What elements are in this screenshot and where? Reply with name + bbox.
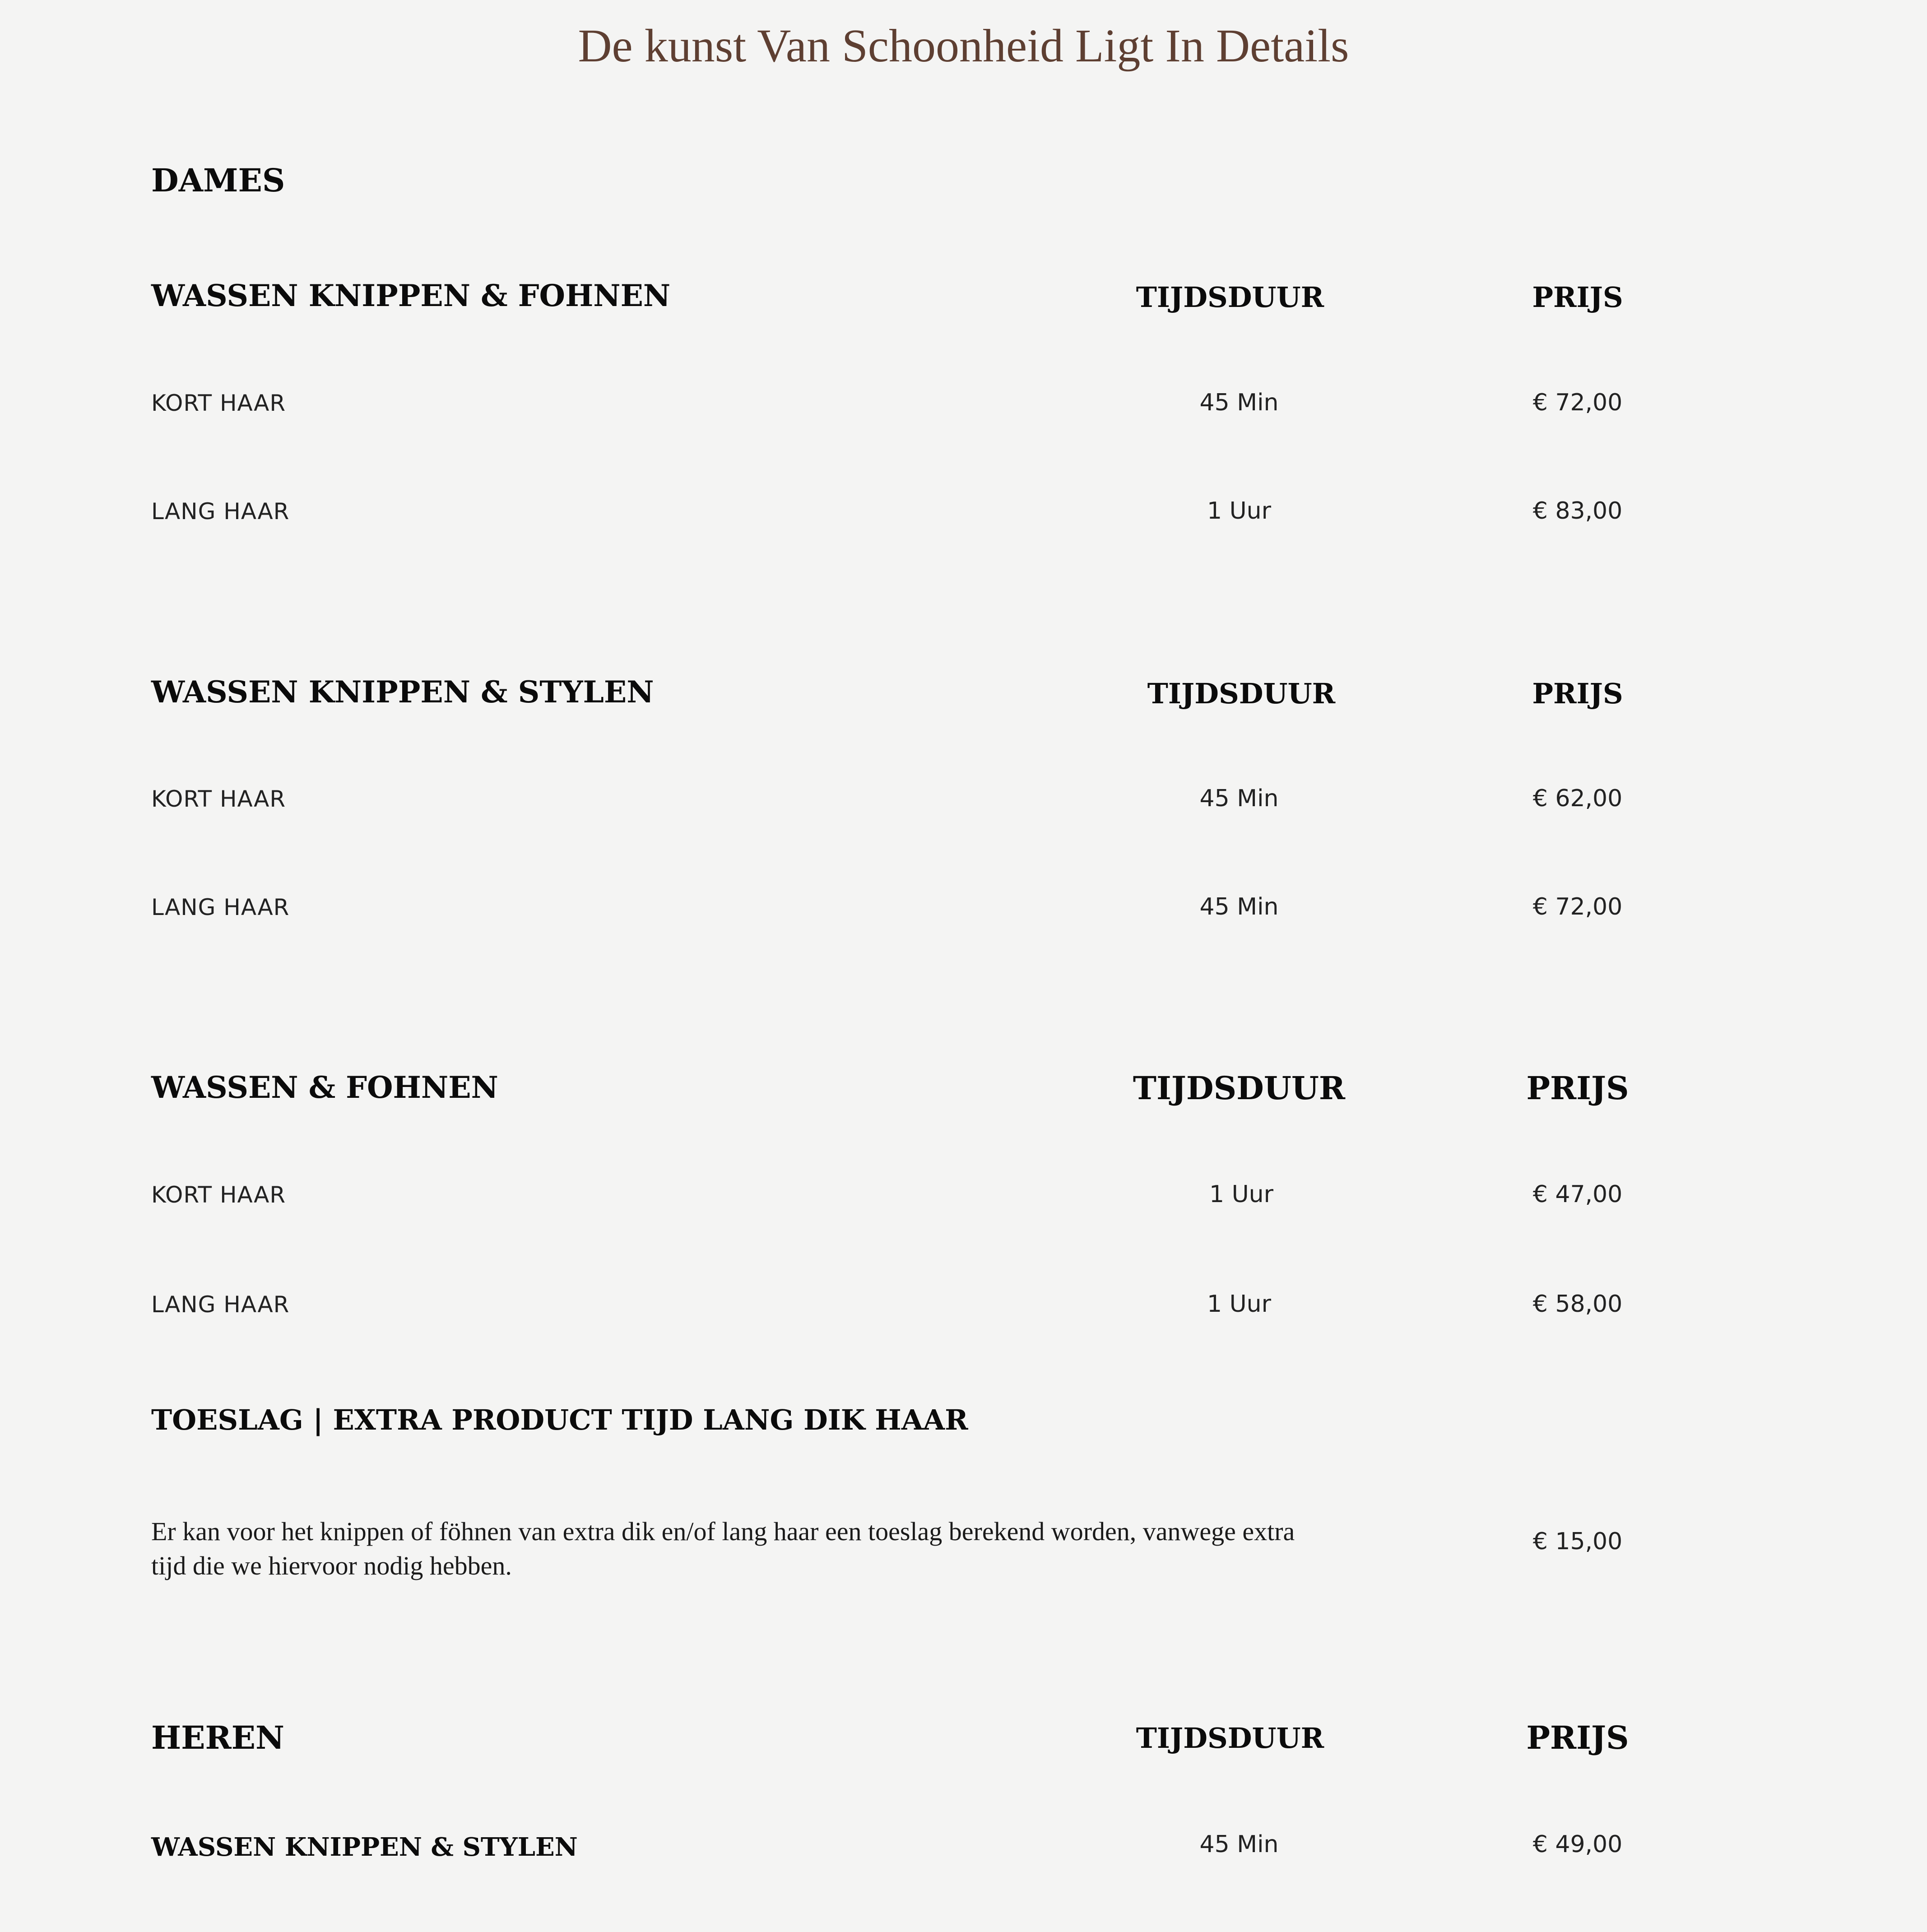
row-label-lang-haar: LANG HAAR bbox=[151, 1291, 290, 1318]
group-title-wassen-knippen-fohnen: WASSEN KNIPPEN & FOHNEN bbox=[151, 278, 671, 313]
row-price: € 72,00 bbox=[1532, 389, 1623, 416]
column-header-duration: TIJDSDUUR bbox=[1136, 281, 1324, 314]
group-title-wassen-knippen-stylen: WASSEN KNIPPEN & STYLEN bbox=[151, 674, 654, 710]
column-header-price: PRIJS bbox=[1526, 1069, 1629, 1107]
section-label-heren: HEREN bbox=[151, 1719, 285, 1756]
row-duration: 45 Min bbox=[1199, 893, 1279, 920]
row-label-lang-haar: LANG HAAR bbox=[151, 894, 290, 920]
row-label-lang-haar: LANG HAAR bbox=[151, 498, 290, 525]
row-price: € 49,00 bbox=[1532, 1831, 1623, 1858]
row-duration: 45 Min bbox=[1199, 785, 1279, 812]
row-duration: 1 Uur bbox=[1209, 1181, 1273, 1208]
surcharge-title: TOESLAG | EXTRA PRODUCT TIJD LANG DIK HAAR bbox=[151, 1403, 968, 1436]
row-duration: 1 Uur bbox=[1207, 1291, 1271, 1318]
surcharge-description: Er kan voor het knippen of föhnen van extra dik en/of lang haar een toeslag berekend worden, vanwege extra tijd die we hiervoor nodig hebben. bbox=[151, 1517, 1295, 1580]
row-label-kort-haar: KORT HAAR bbox=[151, 390, 286, 416]
row-price: € 72,00 bbox=[1532, 893, 1623, 920]
row-duration: 1 Uur bbox=[1207, 497, 1271, 525]
row-price: € 83,00 bbox=[1532, 497, 1623, 525]
section-label-dames: DAMES bbox=[151, 162, 285, 199]
column-header-duration: TIJDSDUUR bbox=[1136, 1722, 1324, 1755]
row-price: € 47,00 bbox=[1532, 1181, 1623, 1208]
column-header-duration: TIJDSDUUR bbox=[1147, 677, 1336, 710]
row-price: € 62,00 bbox=[1532, 785, 1623, 812]
row-duration: 45 Min bbox=[1199, 1831, 1279, 1858]
row-price: € 58,00 bbox=[1532, 1291, 1623, 1318]
column-header-duration: TIJDSDUUR bbox=[1133, 1069, 1346, 1107]
group-title-wassen-fohnen: WASSEN & FOHNEN bbox=[151, 1070, 498, 1105]
row-label-kort-haar: KORT HAAR bbox=[151, 786, 286, 812]
surcharge-price: € 15,00 bbox=[1532, 1528, 1623, 1555]
column-header-price: PRIJS bbox=[1532, 281, 1623, 314]
page-title: De kunst Van Schoonheid Ligt In Details bbox=[578, 20, 1349, 72]
row-label-kort-haar: KORT HAAR bbox=[151, 1182, 286, 1208]
row-label-wassen-knippen-stylen: WASSEN KNIPPEN & STYLEN bbox=[151, 1832, 578, 1862]
row-duration: 45 Min bbox=[1199, 389, 1279, 416]
column-header-price: PRIJS bbox=[1532, 677, 1623, 710]
column-header-price: PRIJS bbox=[1526, 1719, 1629, 1756]
